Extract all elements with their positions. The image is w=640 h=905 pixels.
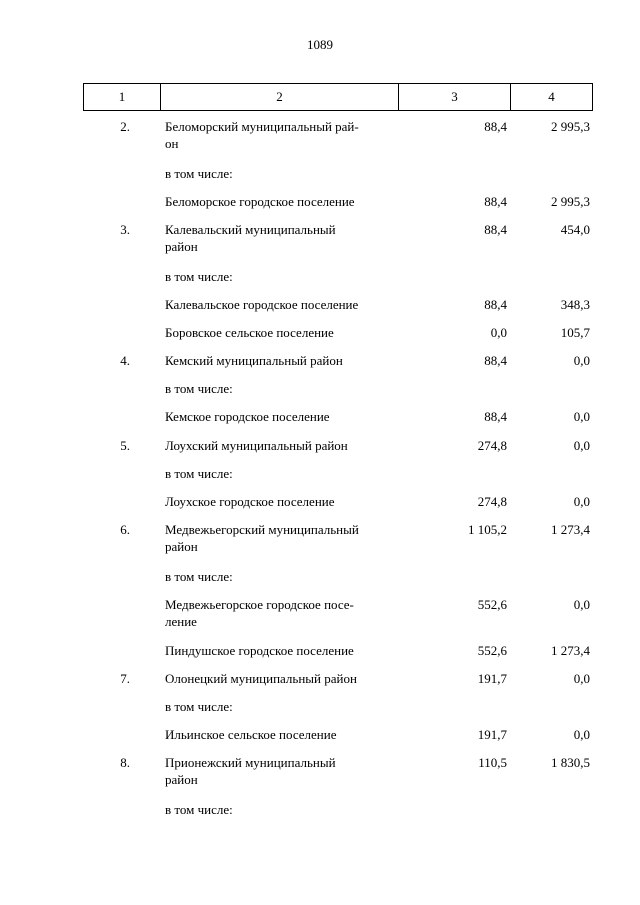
row-value-col3: 110,5 [478, 755, 507, 770]
row-name: Кемское городское поселение [165, 409, 330, 424]
row-value-col4: 1 273,4 [551, 643, 590, 658]
row-name: Медвежьегорское городское посе- ление [165, 597, 354, 629]
row-name: в том числе: [165, 166, 233, 181]
row-number: 6. [120, 522, 130, 537]
row-value-col3: 274,8 [477, 494, 507, 509]
row-name: в том числе: [165, 466, 233, 481]
row-value-col3: 191,7 [477, 671, 507, 686]
row-number: 2. [120, 119, 130, 134]
row-value-col4: 105,7 [560, 325, 590, 340]
header-col-1: 1 [84, 84, 161, 110]
header-col-3: 3 [399, 84, 511, 110]
row-value-col3: 0,0 [490, 325, 507, 340]
row-name: Лоухский муниципальный район [165, 438, 348, 453]
row-number: 5. [120, 438, 130, 453]
row-value-col3: 1 105,2 [468, 522, 507, 537]
row-name: в том числе: [165, 269, 233, 284]
row-name: Ильинское сельское поселение [165, 727, 337, 742]
row-value-col4: 1 830,5 [551, 755, 590, 770]
row-value-col4: 0,0 [573, 353, 590, 368]
row-name: Беломорское городское поселение [165, 194, 355, 209]
row-value-col4: 2 995,3 [551, 194, 590, 209]
page-number: 1089 [307, 37, 333, 52]
row-value-col4: 1 273,4 [551, 522, 590, 537]
row-name: в том числе: [165, 699, 233, 714]
row-name: Кемский муниципальный район [165, 353, 343, 368]
row-name: Лоухское городское поселение [165, 494, 335, 509]
header-col-4: 4 [548, 89, 555, 104]
row-value-col3: 88,4 [484, 297, 507, 312]
row-name: в том числе: [165, 802, 233, 817]
row-number: 3. [120, 222, 130, 237]
row-name: в том числе: [165, 381, 233, 396]
row-name: Боровское сельское поселение [165, 325, 334, 340]
row-value-col4: 0,0 [573, 671, 590, 686]
row-value-col4: 348,3 [560, 297, 590, 312]
row-name: Прионежский муниципальный район [165, 755, 336, 787]
row-name: Олонецкий муниципальный район [165, 671, 357, 686]
row-value-col3: 88,4 [484, 222, 507, 237]
row-value-col4: 0,0 [573, 438, 590, 453]
row-name: Калевальский муниципальный район [165, 222, 336, 254]
row-name: Пиндушское городское поселение [165, 643, 354, 658]
row-value-col3: 88,4 [484, 353, 507, 368]
row-number: 8. [120, 755, 130, 770]
row-value-col4: 0,0 [573, 597, 590, 612]
row-value-col4: 454,0 [560, 222, 590, 237]
row-value-col3: 191,7 [477, 727, 507, 742]
row-value-col3: 274,8 [477, 438, 507, 453]
row-value-col4: 2 995,3 [551, 119, 590, 134]
row-value-col4: 0,0 [573, 727, 590, 742]
table-header [83, 83, 593, 111]
row-name: Беломорский муниципальный рай- он [165, 119, 359, 151]
row-value-col3: 88,4 [484, 194, 507, 209]
row-value-col3: 88,4 [484, 409, 507, 424]
row-value-col3: 552,6 [477, 643, 507, 658]
header-col-2: 2 [161, 84, 399, 110]
row-name: Медвежьегорский муниципальный район [165, 522, 359, 554]
row-number: 4. [120, 353, 130, 368]
row-number: 7. [120, 671, 130, 686]
row-value-col4: 0,0 [573, 409, 590, 424]
row-name: в том числе: [165, 569, 233, 584]
row-value-col3: 552,6 [477, 597, 507, 612]
row-value-col4: 0,0 [573, 494, 590, 509]
row-name: Калевальское городское поселение [165, 297, 359, 312]
row-value-col3: 88,4 [484, 119, 507, 134]
